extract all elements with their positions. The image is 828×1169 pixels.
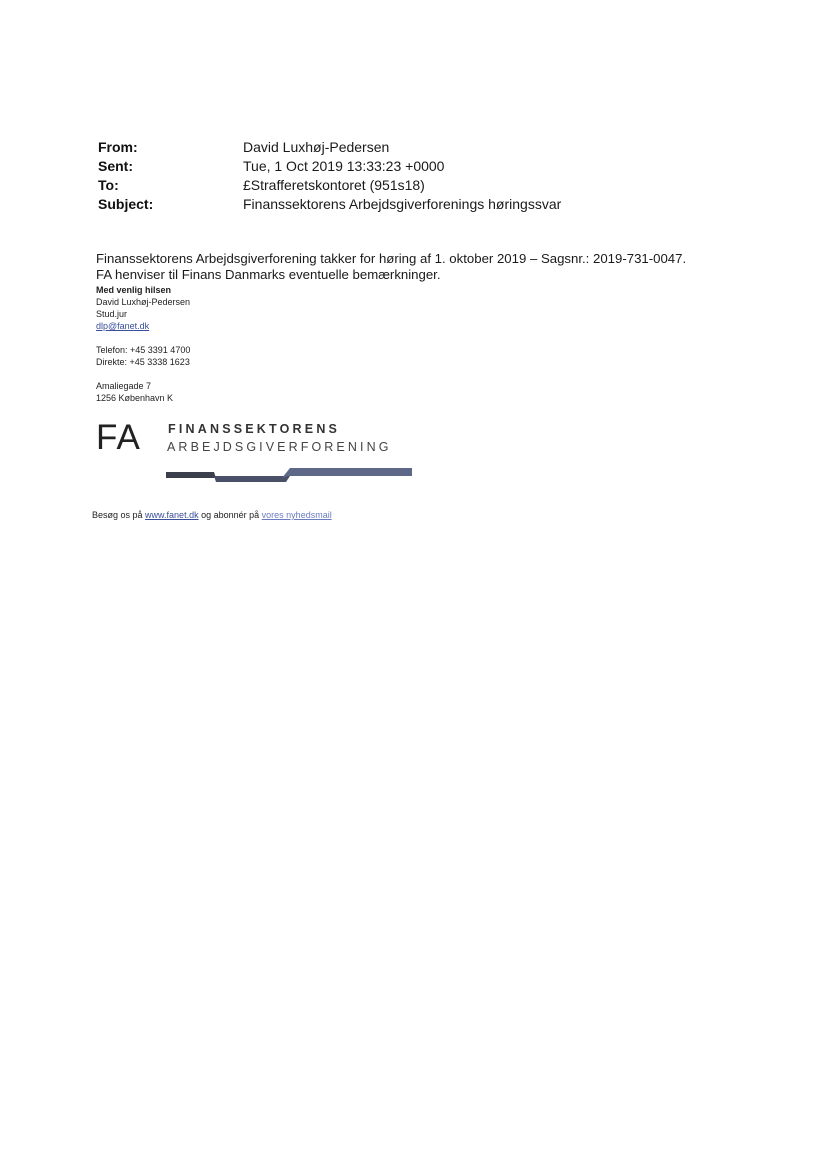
subject-row [98, 196, 718, 215]
signature-direct-phone: Direkte: +45 3338 1623 [96, 357, 190, 367]
sent-label: Sent: [98, 158, 133, 174]
signature-block [96, 284, 190, 404]
from-row [98, 139, 718, 158]
logo-bar-graphic [166, 464, 412, 486]
email-header [98, 139, 718, 215]
to-row [98, 177, 718, 196]
to-value: £Strafferetskontoret (951s18) [243, 177, 425, 193]
signature-email-link[interactable]: dlp@fanet.dk [96, 321, 150, 331]
sent-value: Tue, 1 Oct 2019 13:33:23 +0000 [243, 158, 445, 174]
signature-street: Amaliegade 7 [96, 381, 152, 391]
sent-row [98, 158, 718, 177]
website-link[interactable]: www.fanet.dk [145, 510, 199, 520]
logo-abbreviation: FA [96, 418, 141, 457]
from-label: From: [98, 139, 138, 155]
footer-middle: og abonnér på [201, 510, 260, 520]
fa-logo [96, 420, 426, 490]
logo-text-line-2: ARBEJDSGIVERFORENING [167, 440, 392, 454]
signature-phone: Telefon: +45 3391 4700 [96, 345, 191, 355]
newsletter-link[interactable]: vores nyhedsmail [261, 510, 332, 520]
signature-spacer [96, 332, 190, 344]
subject-value: Finanssektorens Arbejdsgiverforenings høringssvar [243, 196, 562, 212]
signature-name: David Luxhøj-Pedersen [96, 297, 191, 307]
footer-prefix: Besøg os på [92, 510, 143, 520]
body-line-1: Finanssektorens Arbejdsgiverforening takker for høring af 1. oktober 2019 – Sagsnr.: 2019-731-0047. [96, 251, 687, 266]
logo-text-line-1: FINANSSEKTORENS [168, 422, 341, 436]
subject-label: Subject: [98, 196, 154, 212]
email-body [96, 251, 736, 283]
to-label: To: [98, 177, 119, 193]
from-value: David Luxhøj-Pedersen [243, 139, 390, 155]
signature-greeting: Med venlig hilsen [96, 285, 172, 295]
body-line-2: FA henviser til Finans Danmarks eventuelle bemærkninger. [96, 267, 441, 282]
signature-spacer-2 [96, 368, 190, 380]
signature-title: Stud.jur [96, 309, 128, 319]
signature-city: 1256 København K [96, 393, 174, 403]
footer-line [92, 510, 332, 520]
